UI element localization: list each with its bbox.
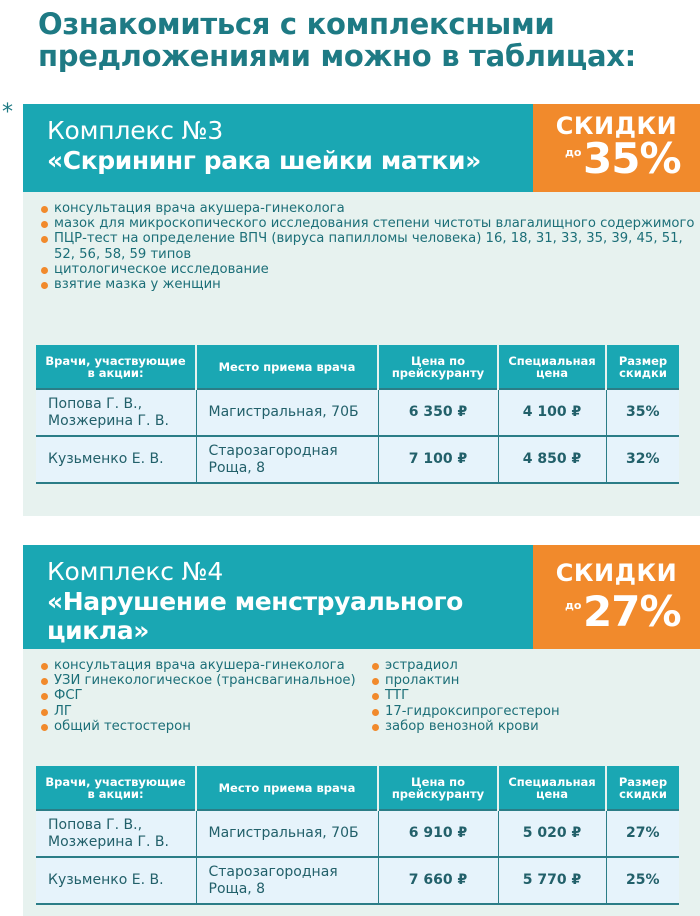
table-row	[36, 389, 679, 436]
cell-discount: 35%	[606, 389, 679, 436]
intro-line-2: предложениями можно в таблицах:	[38, 39, 636, 73]
col-discount: Размер скидки	[606, 345, 679, 389]
intro-line-1: Ознакомиться с комплексными	[38, 7, 555, 41]
col-place: Место приема врача	[196, 766, 378, 810]
complex-3-services-list	[23, 192, 700, 292]
complex-3-card	[23, 104, 700, 516]
service-item: УЗИ гинекологическое (трансвагинальное)	[38, 673, 369, 688]
cell-discount: 32%	[606, 436, 679, 483]
complex-4-name: «Нарушение менструального цикла»	[47, 587, 463, 645]
service-item: консультация врача акушера-гинеколога	[38, 201, 700, 216]
col-special: Специальная цена	[498, 766, 606, 810]
service-item: ФСГ	[38, 688, 369, 703]
service-item: 17-гидроксипрогестерон	[369, 704, 700, 719]
complex-4-services-list	[23, 649, 700, 734]
service-item: ЛГ	[38, 704, 369, 719]
service-item: взятие мазка у женщин	[38, 277, 700, 292]
cell-special-price: 5 770 ₽	[498, 857, 606, 904]
cell-price: 6 350 ₽	[378, 389, 498, 436]
cell-discount: 27%	[606, 810, 679, 857]
col-doctors: Врачи, участвующие в акции:	[36, 345, 196, 389]
service-item: консультация врача акушера-гинеколога	[38, 658, 369, 673]
badge-prefix: до	[565, 599, 582, 612]
complex-3-price-table	[36, 345, 679, 484]
complex-4-number: Комплекс №4	[47, 557, 224, 586]
cell-place: Магистральная, 70Б	[196, 389, 378, 436]
complex-4-title	[23, 545, 533, 649]
cell-doctors: Кузьменко Е. В.	[36, 857, 196, 904]
services-column-left	[38, 658, 369, 734]
footnote-asterisk: *	[2, 100, 13, 125]
cell-place: Магистральная, 70Б	[196, 810, 378, 857]
badge-prefix: до	[565, 146, 582, 159]
col-price: Цена по прейскуранту	[378, 345, 498, 389]
cell-doctors: Попова Г. В., Мозжерина Г. В.	[36, 810, 196, 857]
service-item: ПЦР-тест на определение ВПЧ (вируса папилломы человека) 16, 18, 31, 33, 35, 39, 45, 51, 52, 56, 58, 59 типов	[38, 231, 700, 261]
table-row	[36, 810, 679, 857]
complex-4-header	[23, 545, 700, 649]
cell-place: Старозагородная Роща, 8	[196, 857, 378, 904]
service-item: мазок для микроскопического исследования степени чистоты влагалищного содержимого	[38, 216, 700, 231]
service-item: общий тестостерон	[38, 719, 369, 734]
col-special: Специальная цена	[498, 345, 606, 389]
complex-4-card	[23, 545, 700, 916]
badge-label: СКИДКИ	[555, 112, 678, 140]
cell-discount: 25%	[606, 857, 679, 904]
service-item: эстрадиол	[369, 658, 700, 673]
cell-doctors: Попова Г. В., Мозжерина Г. В.	[36, 389, 196, 436]
cell-special-price: 5 020 ₽	[498, 810, 606, 857]
service-item: цитологическое исследование	[38, 262, 700, 277]
complex-3-header	[23, 104, 700, 192]
cell-doctors: Кузьменко Е. В.	[36, 436, 196, 483]
cell-price: 7 660 ₽	[378, 857, 498, 904]
col-discount: Размер скидки	[606, 766, 679, 810]
table-header-row	[36, 766, 679, 810]
complex-4-price-table	[36, 766, 679, 905]
complex-3-discount-badge	[533, 104, 700, 192]
col-price: Цена по прейскуранту	[378, 766, 498, 810]
cell-special-price: 4 100 ₽	[498, 389, 606, 436]
service-item: забор венозной крови	[369, 719, 700, 734]
service-item: пролактин	[369, 673, 700, 688]
services-column-right	[369, 658, 700, 734]
complex-4-discount-badge	[533, 545, 700, 649]
cell-price: 6 910 ₽	[378, 810, 498, 857]
complex-3-number: Комплекс №3	[47, 116, 224, 145]
badge-value: 27%	[583, 587, 681, 636]
badge-label: СКИДКИ	[555, 559, 678, 587]
badge-value: 35%	[583, 134, 681, 183]
intro-heading	[38, 8, 678, 72]
col-doctors: Врачи, участвующие в акции:	[36, 766, 196, 810]
cell-place: Старозагородная Роща, 8	[196, 436, 378, 483]
complex-3-name: «Скрининг рака шейки матки»	[47, 146, 481, 175]
col-place: Место приема врача	[196, 345, 378, 389]
service-item: ТТГ	[369, 688, 700, 703]
table-row	[36, 857, 679, 904]
cell-price: 7 100 ₽	[378, 436, 498, 483]
table-row	[36, 436, 679, 483]
complex-3-title	[23, 104, 533, 192]
cell-special-price: 4 850 ₽	[498, 436, 606, 483]
table-header-row	[36, 345, 679, 389]
